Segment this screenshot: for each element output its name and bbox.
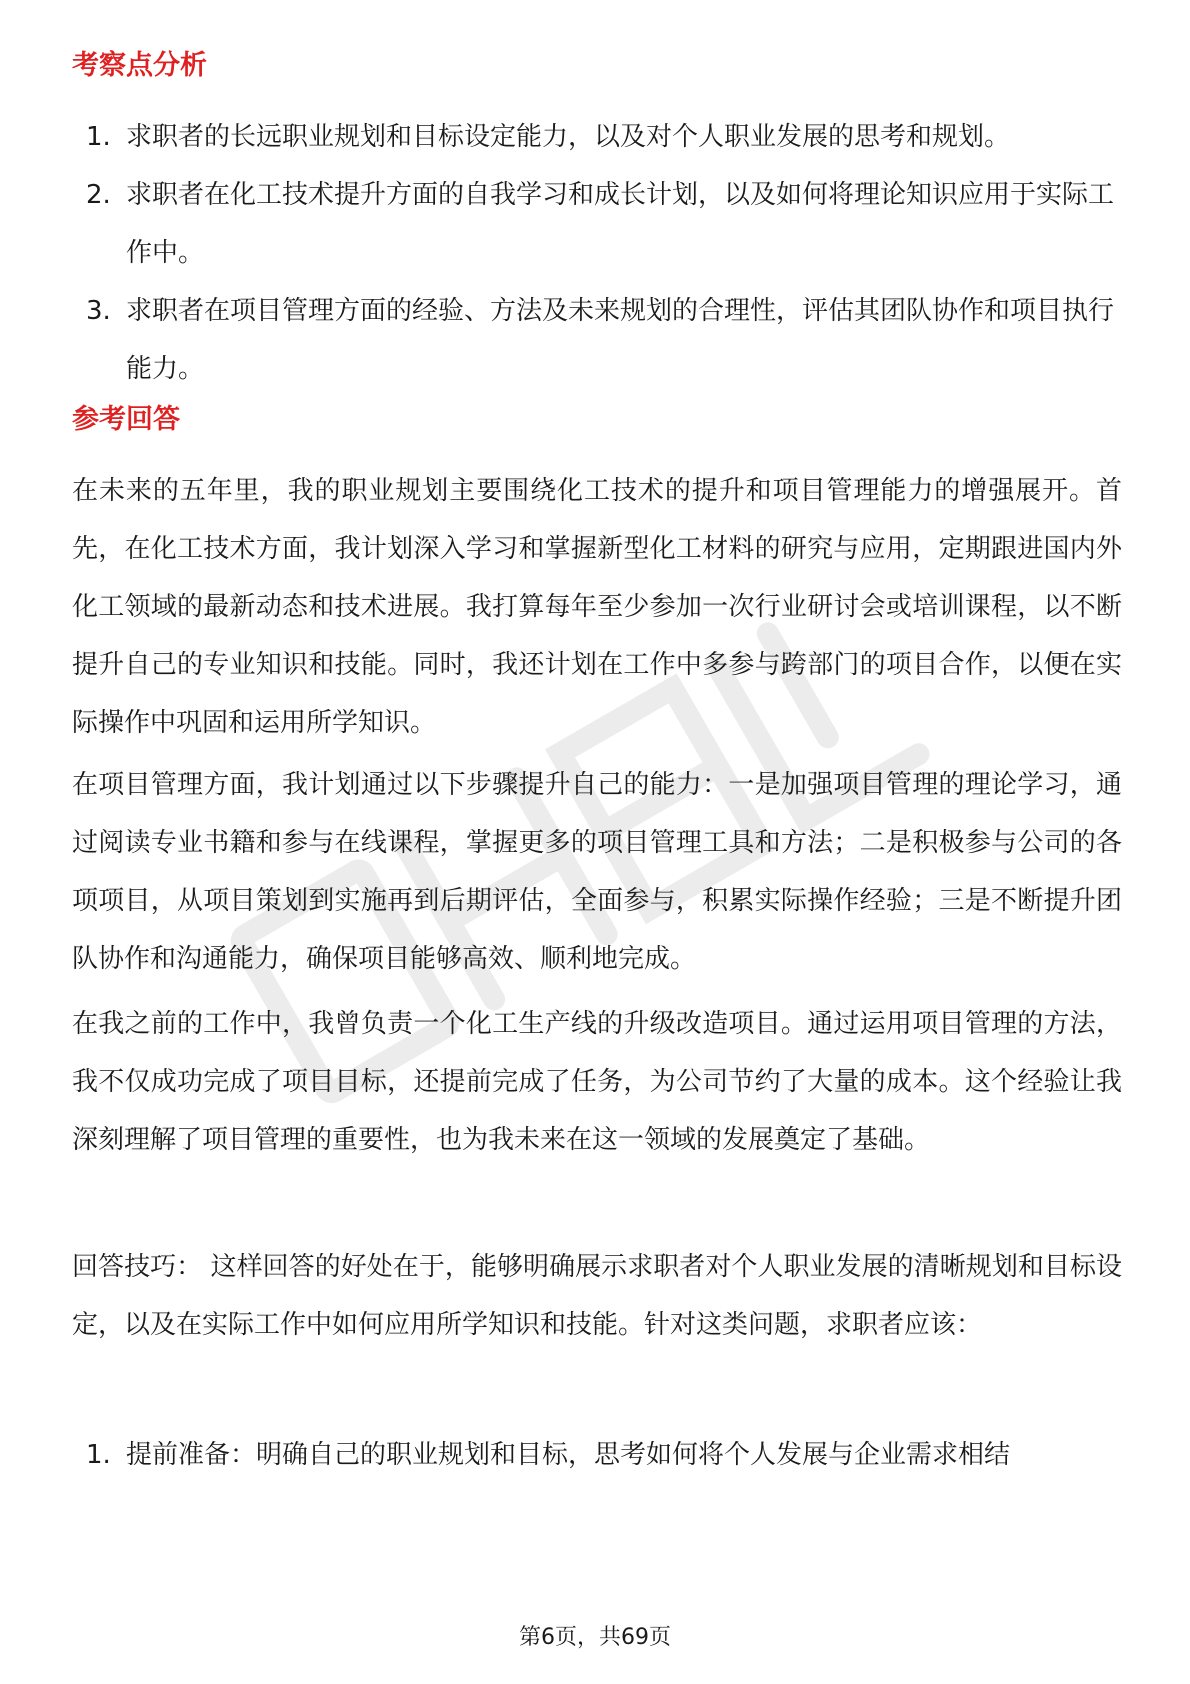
section-heading-reference-answer: 参考回答 xyxy=(72,404,180,435)
list-number: 3. xyxy=(86,296,111,326)
answer-paragraph-3: 在我之前的工作中，我曾负责一个化工生产线的升级改造项目。通过运用项目管理的方法，我不仅成功完成了项目目标，还提前完成了任务，为公司节约了大量的成本。这个经验让我深刻理解了项目管理的重要性，也为我未来在这一领域的发展奠定了基础。 xyxy=(72,1009,1122,1155)
list-number: 1. xyxy=(86,1440,111,1470)
page-number-footer: 第6页，共69页 xyxy=(519,1625,671,1650)
list-item xyxy=(72,1426,1122,1484)
list-item-text: 求职者在化工技术提升方面的自我学习和成长计划，以及如何将理论知识应用于实际工作中。 xyxy=(126,180,1115,268)
answer-paragraph-1: 在未来的五年里，我的职业规划主要围绕化工技术的提升和项目管理能力的增强展开。首先，在化工技术方面，我计划深入学习和掌握新型化工材料的研究与应用，定期跟进国内外化工领域的最新动态和技术进展。我打算每年至少参加一次行业研讨会或培训课程，以不断提升自己的专业知识和技能。同时，我还计划在工作中多参与跨部门的项目合作，以便在实际操作中巩固和运用所学知识。 xyxy=(72,476,1122,738)
analysis-list xyxy=(72,108,1122,398)
list-item-text: 求职者的长远职业规划和目标设定能力，以及对个人职业发展的思考和规划。 xyxy=(126,122,1011,152)
answer-paragraph-2: 在项目管理方面，我计划通过以下步骤提升自己的能力：一是加强项目管理的理论学习，通过阅读专业书籍和参与在线课程，掌握更多的项目管理工具和方法；二是积极参与公司的各项项目，从项目策划到实施再到后期评估，全面参与，积累实际操作经验；三是不断提升团队协作和沟通能力，确保项目能够高效、顺利地完成。 xyxy=(72,770,1122,974)
list-item xyxy=(72,282,1122,398)
list-number: 2. xyxy=(86,180,111,210)
list-item xyxy=(72,108,1122,166)
list-number: 1. xyxy=(86,122,111,152)
list-item xyxy=(72,166,1122,282)
tips-list xyxy=(72,1426,1122,1484)
list-item-text: 求职者在项目管理方面的经验、方法及未来规划的合理性，评估其团队协作和项目执行能力。 xyxy=(126,296,1115,384)
answer-tips-paragraph: 回答技巧： 这样回答的好处在于，能够明确展示求职者对个人职业发展的清晰规划和目标设定，以及在实际工作中如何应用所学知识和技能。针对这类问题，求职者应该： xyxy=(72,1252,1122,1340)
list-item-text: 提前准备：明确自己的职业规划和目标，思考如何将个人发展与企业需求相结 xyxy=(126,1440,1011,1470)
section-heading-analysis: 考察点分析 xyxy=(72,50,207,81)
